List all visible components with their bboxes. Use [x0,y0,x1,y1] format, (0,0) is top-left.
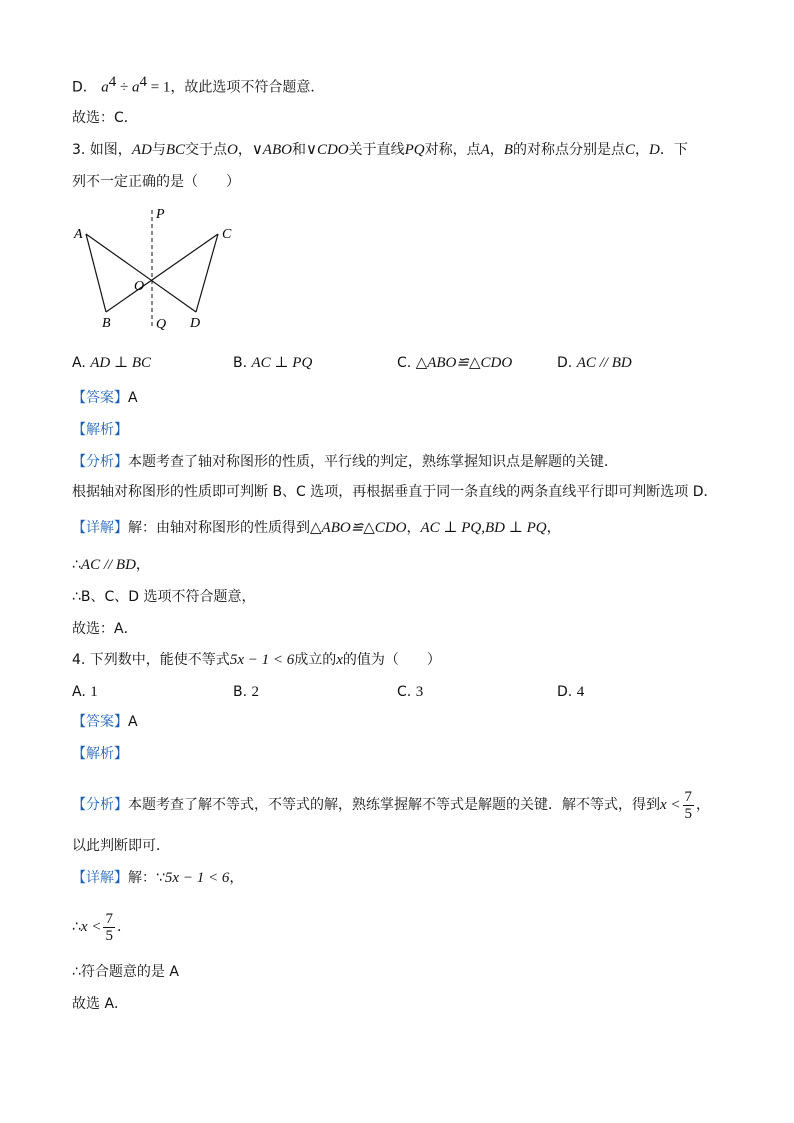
q4-option-d [557,682,584,702]
math-ad: AD [131,142,152,158]
math-tri-abo: ∨ABO [251,142,292,158]
q4-xiangjie: 【详解】解：∵5x − 1 < 6， [72,870,244,886]
math-d-pt: D [648,142,660,158]
q4-fenxi: 【分析】本题考查了解不等式，不等式的解，熟练掌握解不等式是解题的关键．解不等式，得到x < $\frac{7}{5}$ ， [72,788,711,822]
fraction-7-5 [683,789,695,822]
math-x-lt: x < [660,797,681,813]
option-label: B. [233,355,248,371]
q3-option-b [233,353,312,373]
math-a: a [101,79,109,96]
xiangjie-tag: 【详解】 [72,870,128,886]
butterfly-figure [72,200,252,340]
q3-stem-line2: 列不一定正确的是（ ） [72,174,240,190]
math-x-lt: x < [80,919,102,935]
math-a-pt: A [480,142,490,158]
q3-text: 与 [151,142,166,158]
q4-stem [72,650,441,670]
option-expr: AD ⊥ BC [90,355,152,371]
q4-jiexi-tag: 【解析】 [72,746,128,762]
xiangjie-text: 解：∵ [128,870,165,886]
fenxi-text: 本题考查了解不等式，不等式的解，熟练掌握解不等式是解题的关键．解不等式，得到 [128,797,660,813]
q3-jiexi-tag: 【解析】 [72,422,128,438]
q3-text: 3. 如图， [72,142,132,158]
math-parallel: AC // BD [80,557,136,573]
label-p: P [156,207,165,222]
math-a2: a [131,79,140,96]
q4-fenxi-line2: 以此判断即可． [72,838,170,854]
q3-option-d [557,353,632,373]
q4-option-a [72,682,98,702]
option-value: 2 [251,684,260,700]
q4-fit: ∴符合题意的是 A [72,964,179,980]
q3-text: 关于直线 [348,142,405,158]
q3-therefore-parallel: ∴AC // BD， [72,557,150,573]
fenxi-tag: 【分析】 [72,797,128,813]
xiangjie-text: 解：由轴对称图形的性质得到 [128,520,310,536]
option-value: 3 [415,684,424,700]
label-o: O [134,279,145,294]
q4-text: 成立的 [294,652,337,668]
q4-option-b [233,682,259,702]
option-expr: AC ⊥ PQ [251,355,313,371]
fenxi-text: 本题考查了轴对称图形的性质，平行线的判定，熟练掌握知识点是解题的关键． [128,454,618,470]
q3-fenxi-line2: 根据轴对称图形的性质即可判断 B、C 选项，再根据垂直于同一条直线的两条直线平行即可判断选项 D． [72,484,718,500]
label-c: C [222,227,232,242]
q3-option-c [397,353,512,373]
label-a: A [74,227,83,242]
label-q: Q [156,317,167,332]
answer-value: A [128,714,138,730]
math-b-pt: B [503,142,513,158]
math-bc: BC [165,142,185,158]
option-expr: AC // BD [576,355,632,371]
q3-answer [72,388,138,408]
segment-cd [196,234,218,312]
math-ineq: 5x − 1 < 6 [164,870,230,886]
prev-option-d-line [72,72,324,98]
answer-value: A [128,390,138,406]
option-value: 4 [576,684,585,700]
frac-den: 5 [105,927,113,944]
option-label: A. [72,355,86,371]
math-perp: AC ⊥ PQ,BD ⊥ PQ [420,520,547,536]
q3-text: ， [489,142,504,158]
math-o: O [226,142,238,158]
therefore-symbol: ∴ [72,919,81,935]
math-x: x [336,652,343,668]
therefore-symbol: ∴ [72,557,81,573]
q3-text: ， [634,142,649,158]
frac-num: 7 [105,910,113,927]
math-ineq: 5x − 1 < 6 [229,652,295,668]
option-label: D. [557,684,577,700]
prev-d-label: D． [72,79,97,96]
label-d: D [190,316,201,331]
q4-answer [72,712,138,732]
option-value: 1 [90,684,98,700]
option-label: C. [397,355,412,371]
prev-answer: 故选：C． [72,110,138,126]
q3-option-a [72,353,151,373]
q4-text: 的值为（ ） [342,652,441,668]
q3-stem-line1 [72,140,688,160]
q3-fenxi [72,452,618,472]
q3-text: 和 [291,142,306,158]
q3-text: 对称，点 [424,142,481,158]
q3-text: ．下 [659,142,688,158]
answer-tag: 【答案】 [72,714,128,730]
q3-text: ， [237,142,252,158]
segment-bc [106,234,218,312]
option-label: B. [233,684,252,700]
option-label: A. [72,684,91,700]
option-expr: △ABO≌△CDO [415,355,513,371]
math-tri-cdo: ∨CDO [305,142,349,158]
q3-choose: 故选：A． [72,621,138,637]
q3-therefore-options: ∴B、C、D 选项不符合题意， [72,589,256,605]
prev-d-text: ，故此选项不符合题意． [170,79,325,96]
xiangjie-tag: 【详解】 [72,520,128,536]
math-c-pt: C [624,142,635,158]
q3-text: 的对称点分别是点 [512,142,625,158]
math-cong: △ABO≌△CDO [310,520,407,536]
fenxi-tag: 【分析】 [72,454,128,470]
q4-text: 4. 下列数中，能使不等式 [72,652,230,668]
math-op: ÷ [116,79,132,96]
option-label: D. [557,355,573,371]
math-exp2: 4 [139,74,147,90]
frac-den: 5 [684,805,693,822]
math-pq: PQ [404,142,425,158]
fraction-7-5 [103,911,115,944]
q3-text: 交于点 [184,142,227,158]
q3-xiangjie: 【详解】解：由轴对称图形的性质得到△ABO≌△CDO，AC ⊥ PQ,BD ⊥ PQ， [72,520,561,536]
q4-therefore: ∴x < $\frac{7}{5}$ ． [72,910,131,944]
q4-choose: 故选 A． [72,996,129,1012]
label-b: B [102,316,111,331]
math-exp: 4 [108,74,117,90]
answer-tag: 【答案】 [72,390,128,406]
math-result: = 1 [146,79,171,96]
q4-option-c [397,682,423,702]
option-label: C. [397,684,416,700]
frac-num: 7 [684,788,693,805]
